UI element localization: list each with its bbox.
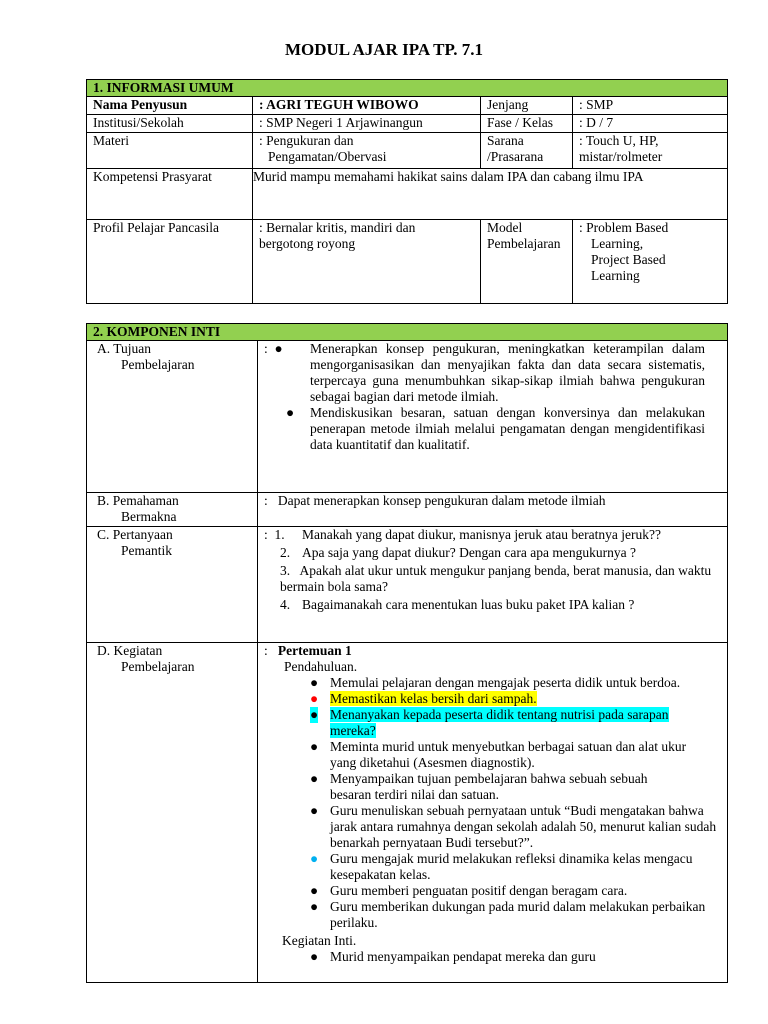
value-materi: : Pengukuran dan Pengamatan/Obervasi — [253, 133, 481, 169]
bullet-icon: ● — [310, 675, 319, 690]
label-pertanyaan: C. Pertanyaan Pemantik — [87, 527, 258, 643]
label-model: Model Pembelajaran — [481, 220, 573, 304]
list-item: 3. Apakah alat ukur untuk mengukur panjang benda, berat manusia, dan waktu bermain bola sama? — [280, 563, 712, 594]
kegiatan-inti-list — [264, 949, 725, 965]
list-item: ● Menanyakan kepada peserta didik tentang nutrisi pada sarapan mereka? — [310, 707, 669, 738]
value-institusi: : SMP Negeri 1 Arjawinangun — [253, 115, 481, 133]
pertanyaan-content — [258, 527, 728, 643]
bullet-icon: ● — [310, 883, 319, 898]
list-item: ● Mendiskusikan besaran, satuan dengan konversinya dan melakukan penerapan metode ilmiah melalui pengamatan dengan mengidentifikasi data kuantitatif dan kualitatif. — [286, 405, 706, 452]
list-item: ● Memastikan kelas bersih dari sampah. — [310, 691, 537, 706]
list-item: ● Meminta murid untuk menyebutkan berbagai satuan dan alat ukur yang diketahui (Asesmen diagnostik). — [310, 739, 687, 770]
value-nama-penyusun: : AGRI TEGUH WIBOWO — [253, 97, 481, 115]
bullet-icon: ● — [310, 899, 319, 914]
label-institusi: Institusi/Sekolah — [87, 115, 253, 133]
label-nama-penyusun: Nama Penyusun — [87, 97, 253, 115]
section-header — [87, 80, 728, 97]
pendahuluan-label: Pendahuluan. — [284, 659, 358, 674]
informasi-umum-heading: 1. INFORMASI UMUM — [87, 80, 728, 97]
tujuan-content — [258, 341, 728, 493]
label-kompetensi: Kompetensi Prasyarat — [87, 169, 253, 220]
value-jenjang: : SMP — [573, 97, 728, 115]
list-item: ● Murid menyampaikan pendapat mereka dan guru — [310, 949, 596, 964]
list-item: ● Guru menuliskan sebuah pernyataan untuk “Budi mengatakan bahwa jarak antara rumahnya dengan sekolah adalah 50, menurut kalian sudah benarkah pernyataan Budi tersebut?”. — [310, 803, 717, 850]
section-header — [87, 324, 728, 341]
value-fase-kelas: : D / 7 — [573, 115, 728, 133]
list-item: ● Memulai pelajaran dengan mengajak peserta didik untuk berdoa. — [310, 675, 681, 690]
label-fase-kelas: Fase / Kelas — [481, 115, 573, 133]
kegiatan-inti-label: Kegiatan Inti. — [282, 933, 357, 948]
label-tujuan: A. Tujuan Pembelajaran — [87, 341, 258, 493]
bullet-icon: ● — [310, 691, 319, 706]
list-item: ● Guru mengajak murid melakukan refleksi dinamika kelas mengacu kesepakatan kelas. — [310, 851, 693, 882]
komponen-inti-heading: 2. KOMPONEN INTI — [87, 324, 728, 341]
list-item: : ● Menerapkan konsep pengukuran, meningkatkan keterampilan dalam mengorganisasikan dan menyajikan fakta dan data secara sistematis, terpercaya guna menumbuhkan sikap-sikap ilmiah bahwa pengukuran sebagai bagian dari metode ilmiah. — [264, 341, 706, 404]
page-title: MODUL AJAR IPA TP. 7.1 — [284, 40, 484, 59]
pemahaman-content: : Dapat menerapkan konsep pengukuran dalam metode ilmiah — [258, 493, 728, 527]
list-item: ● Menyampaikan tujuan pembelajaran bahwa sebuah sebuah besaran terdiri nilai dan satuan. — [310, 771, 648, 802]
komponen-inti-table — [86, 323, 728, 983]
value-profil: : Bernalar kritis, mandiri dan bergotong royong — [253, 220, 481, 304]
informasi-umum-table — [86, 79, 728, 304]
list-item: ● Guru memberikan dukungan pada murid dalam melakukan perbaikan perilaku. — [310, 899, 706, 930]
list-item: ● Guru memberi penguatan positif dengan beragam cara. — [310, 883, 628, 898]
value-sarana: : Touch U, HP, mistar/rolmeter — [573, 133, 728, 169]
bullet-icon: ● — [310, 771, 319, 786]
bullet-icon: ● — [310, 707, 319, 722]
list-item: 4. Bagaimanakah cara menentukan luas buku paket IPA kalian ? — [280, 597, 635, 612]
label-kegiatan: D. Kegiatan Pembelajaran — [87, 643, 258, 983]
bullet-icon: ● — [310, 851, 319, 866]
label-sarana: Sarana /Prasarana — [481, 133, 573, 169]
value-model: : Problem Based Learning, Project Based Learning — [573, 220, 728, 304]
bullet-icon: ● — [310, 803, 319, 818]
pendahuluan-list — [264, 675, 725, 931]
list-item: 2. Apa saja yang dapat diukur? Dengan cara apa mengukurnya ? — [280, 545, 636, 560]
kegiatan-content: : Pertemuan 1 Pendahuluan. ● Memulai pelajaran dengan mengajak peserta didik untuk berdoa. ● Memastikan kelas bersih dari sampah. ● Menanyakan kepada peserta didik tentang nutrisi pada sarapan mereka? ● Meminta murid untuk menyebutkan berbagai satuan dan alat ukur yang diketahui (Asesmen diagnostik). ● Menyampaikan tujuan pembelajaran bahwa sebuah sebuah besaran terdiri nilai dan satuan. ● Guru menuliskan sebuah pernyataan untuk “Budi mengatakan bahwa jarak antara rumahnya dengan sekolah adalah 50, menurut kalian sudah benarkah pernyataan Budi tersebut?”. ● Guru mengajak murid melakukan refleksi dinamika kelas mengacu kesepakatan kelas. ● Guru memberi penguatan positif dengan beragam cara. ● Guru memberikan dukungan pada murid dalam melakukan perbaikan perilaku. Kegiatan Inti. ● Murid menyampaikan pendapat mereka dan guru — [258, 643, 728, 983]
label-profil: Profil Pelajar Pancasila — [87, 220, 253, 304]
bullet-icon: ● — [310, 949, 319, 964]
label-pemahaman: B. Pemahaman Bermakna — [87, 493, 258, 527]
label-jenjang: Jenjang — [481, 97, 573, 115]
list-item: : 1. Manakah yang dapat diukur, manisnya jeruk atau beratnya jeruk?? — [264, 527, 661, 542]
value-kompetensi: Murid mampu memahami hakikat sains dalam IPA dan cabang ilmu IPA — [253, 169, 728, 220]
pertemuan-heading: Pertemuan 1 — [277, 643, 352, 658]
bullet-icon: ● — [310, 739, 319, 754]
label-materi: Materi — [87, 133, 253, 169]
